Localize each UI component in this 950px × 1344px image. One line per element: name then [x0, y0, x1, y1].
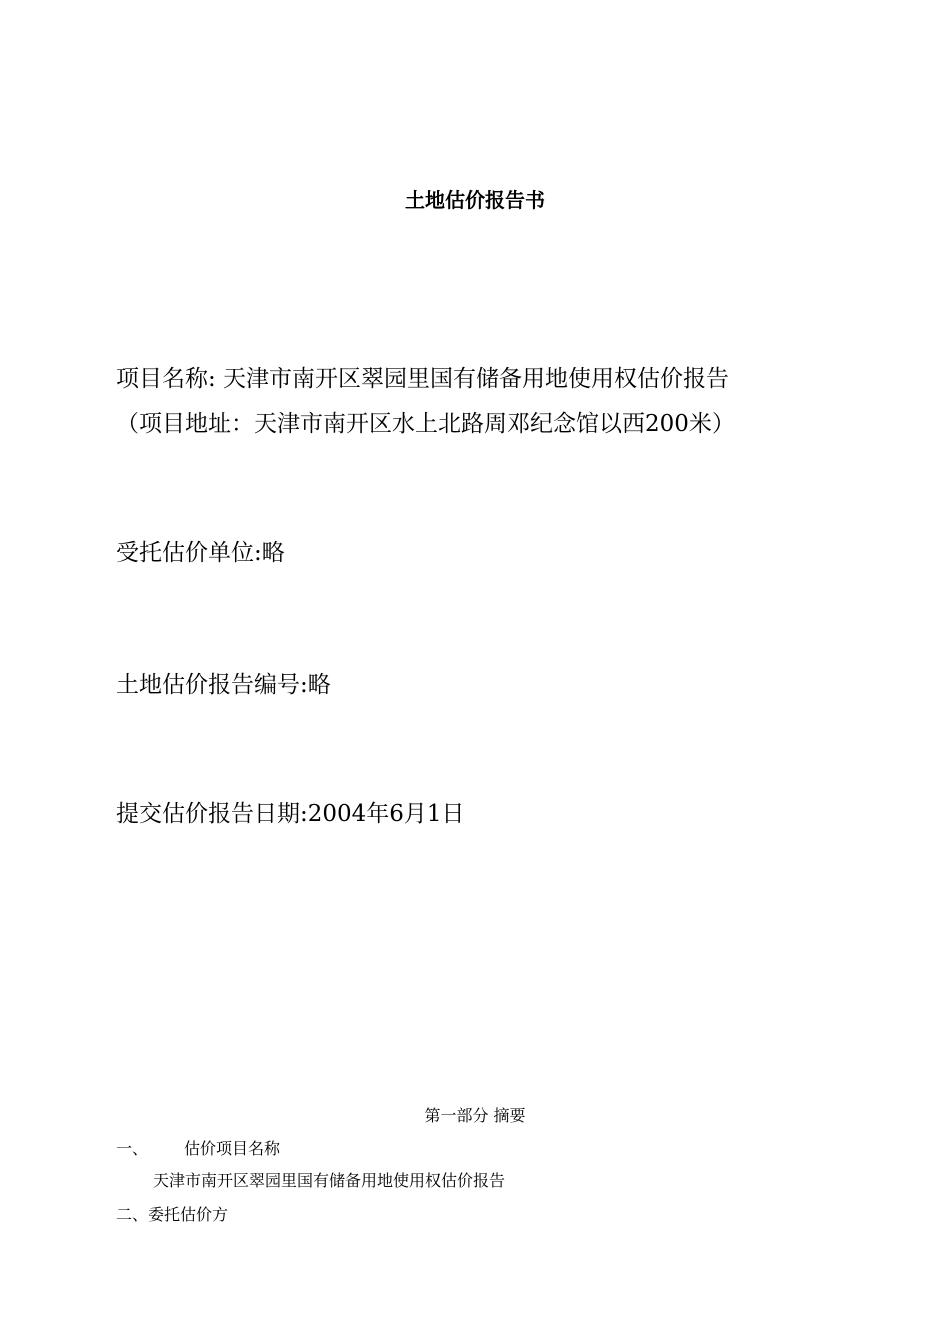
report-number: 土地估价报告编号:略	[116, 672, 331, 698]
project-address: （项目地址：天津市南开区水上北路周邓纪念馆以西200米）	[116, 411, 735, 437]
section-heading: 第一部分 摘要	[424, 1106, 526, 1125]
summary-item-1-content: 天津市南开区翠园里国有储备用地使用权估价报告	[153, 1171, 506, 1190]
summary-item-2: 二、委托估价方	[116, 1205, 229, 1224]
document-title: 土地估价报告书	[405, 188, 545, 212]
project-name: 项目名称: 天津市南开区翠园里国有储备用地使用权估价报告	[116, 366, 730, 392]
summary-item-1	[116, 1138, 280, 1160]
client-unit: 受托估价单位:略	[116, 540, 285, 566]
summary-item-1-label: 估价项目名称	[184, 1139, 281, 1158]
summary-item-1-number: 一、	[116, 1139, 149, 1158]
submission-date: 提交估价报告日期:2004年6月1日	[116, 801, 465, 827]
